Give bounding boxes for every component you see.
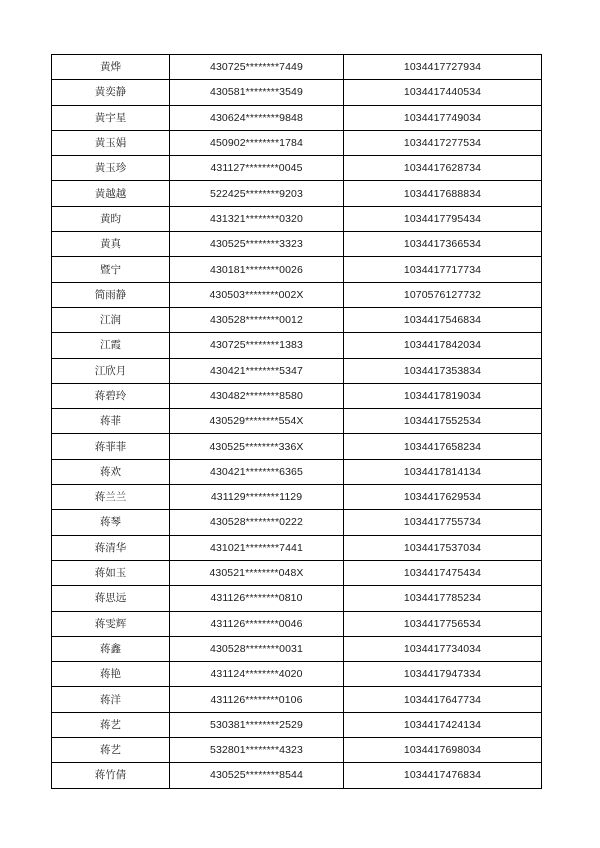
registration-number-cell: 1034417537034	[344, 535, 542, 560]
table-row	[52, 181, 542, 206]
id-number-cell: 431124********4020	[170, 662, 344, 687]
name-cell: 蒋欢	[52, 459, 170, 484]
id-number-cell: 430521********048X	[170, 560, 344, 585]
name-cell: 蒋琴	[52, 510, 170, 535]
id-number-cell: 430581********3549	[170, 80, 344, 105]
id-number-cell: 430528********0222	[170, 510, 344, 535]
table-row	[52, 409, 542, 434]
registration-number-cell: 1034417688834	[344, 181, 542, 206]
table-row	[52, 738, 542, 763]
id-number-cell: 430525********336X	[170, 434, 344, 459]
id-number-cell: 430528********0031	[170, 636, 344, 661]
table-row	[52, 156, 542, 181]
name-cell: 蒋碧玲	[52, 383, 170, 408]
name-cell: 蒋清华	[52, 535, 170, 560]
id-number-cell: 430624********9848	[170, 105, 344, 130]
id-number-cell: 530381********2529	[170, 712, 344, 737]
registration-number-cell: 1034417814134	[344, 459, 542, 484]
id-number-cell: 522425********9203	[170, 181, 344, 206]
id-number-cell: 430725********7449	[170, 55, 344, 80]
name-cell: 黄宇星	[52, 105, 170, 130]
name-cell: 蒋竹倩	[52, 763, 170, 788]
registration-number-cell: 1034417628734	[344, 156, 542, 181]
name-cell: 黄昀	[52, 206, 170, 231]
table-row	[52, 712, 542, 737]
name-cell: 蒋雯辉	[52, 611, 170, 636]
table-row	[52, 307, 542, 332]
registration-number-cell: 1034417424134	[344, 712, 542, 737]
name-cell: 黄真	[52, 232, 170, 257]
id-number-cell: 430482********8580	[170, 383, 344, 408]
registration-number-cell: 1034417277534	[344, 130, 542, 155]
registration-number-cell: 1034417698034	[344, 738, 542, 763]
table-row	[52, 55, 542, 80]
name-cell: 蒋艺	[52, 738, 170, 763]
name-cell: 黄烨	[52, 55, 170, 80]
table-row	[52, 282, 542, 307]
registration-number-cell: 1034417353834	[344, 358, 542, 383]
id-number-cell: 431126********0810	[170, 586, 344, 611]
registration-number-cell: 1034417842034	[344, 333, 542, 358]
id-number-cell: 430528********0012	[170, 307, 344, 332]
name-cell: 江欣月	[52, 358, 170, 383]
registration-number-cell: 1034417717734	[344, 257, 542, 282]
name-cell: 蒋菲菲	[52, 434, 170, 459]
table-row	[52, 763, 542, 788]
id-number-cell: 430421********6365	[170, 459, 344, 484]
table-row	[52, 232, 542, 257]
registration-number-cell: 1034417734034	[344, 636, 542, 661]
name-cell: 蒋兰兰	[52, 485, 170, 510]
name-cell: 江霞	[52, 333, 170, 358]
id-number-cell: 430525********8544	[170, 763, 344, 788]
table-row	[52, 459, 542, 484]
id-number-cell: 532801********4323	[170, 738, 344, 763]
registration-number-cell: 1034417629534	[344, 485, 542, 510]
name-cell: 江润	[52, 307, 170, 332]
registration-number-cell: 1034417476834	[344, 763, 542, 788]
registration-number-cell: 1070576127732	[344, 282, 542, 307]
id-number-cell: 430503********002X	[170, 282, 344, 307]
table-row	[52, 611, 542, 636]
table-row	[52, 434, 542, 459]
id-number-cell: 431021********7441	[170, 535, 344, 560]
registration-number-cell: 1034417647734	[344, 687, 542, 712]
registration-number-cell: 1034417727934	[344, 55, 542, 80]
name-cell: 蒋鑫	[52, 636, 170, 661]
id-number-cell: 430421********5347	[170, 358, 344, 383]
registration-number-cell: 1034417785234	[344, 586, 542, 611]
records-table-body	[52, 55, 542, 789]
name-cell: 黄玉珍	[52, 156, 170, 181]
document-page	[51, 54, 541, 789]
name-cell: 蒋艺	[52, 712, 170, 737]
name-cell: 蒋洋	[52, 687, 170, 712]
name-cell: 暨宁	[52, 257, 170, 282]
table-row	[52, 130, 542, 155]
table-row	[52, 80, 542, 105]
table-row	[52, 383, 542, 408]
registration-number-cell: 1034417546834	[344, 307, 542, 332]
table-row	[52, 662, 542, 687]
table-row	[52, 560, 542, 585]
name-cell: 蒋菲	[52, 409, 170, 434]
table-row	[52, 485, 542, 510]
name-cell: 黄奕静	[52, 80, 170, 105]
table-row	[52, 257, 542, 282]
table-row	[52, 687, 542, 712]
name-cell: 蒋思远	[52, 586, 170, 611]
registration-number-cell: 1034417755734	[344, 510, 542, 535]
id-number-cell: 431129********1129	[170, 485, 344, 510]
registration-number-cell: 1034417658234	[344, 434, 542, 459]
name-cell: 简雨静	[52, 282, 170, 307]
name-cell: 黄越越	[52, 181, 170, 206]
table-row	[52, 636, 542, 661]
name-cell: 蒋如玉	[52, 560, 170, 585]
table-row	[52, 510, 542, 535]
id-number-cell: 431127********0045	[170, 156, 344, 181]
name-cell: 蒋艳	[52, 662, 170, 687]
name-cell: 黄玉娟	[52, 130, 170, 155]
registration-number-cell: 1034417756534	[344, 611, 542, 636]
id-number-cell: 431321********0320	[170, 206, 344, 231]
table-row	[52, 586, 542, 611]
registration-number-cell: 1034417440534	[344, 80, 542, 105]
table-row	[52, 535, 542, 560]
id-number-cell: 430181********0026	[170, 257, 344, 282]
records-table	[51, 54, 542, 789]
id-number-cell: 430525********3323	[170, 232, 344, 257]
registration-number-cell: 1034417795434	[344, 206, 542, 231]
registration-number-cell: 1034417475434	[344, 560, 542, 585]
table-row	[52, 333, 542, 358]
table-row	[52, 358, 542, 383]
id-number-cell: 450902********1784	[170, 130, 344, 155]
id-number-cell: 430529********554X	[170, 409, 344, 434]
registration-number-cell: 1034417552534	[344, 409, 542, 434]
registration-number-cell: 1034417819034	[344, 383, 542, 408]
id-number-cell: 431126********0046	[170, 611, 344, 636]
registration-number-cell: 1034417749034	[344, 105, 542, 130]
registration-number-cell: 1034417366534	[344, 232, 542, 257]
table-row	[52, 206, 542, 231]
id-number-cell: 430725********1383	[170, 333, 344, 358]
registration-number-cell: 1034417947334	[344, 662, 542, 687]
id-number-cell: 431126********0106	[170, 687, 344, 712]
table-row	[52, 105, 542, 130]
